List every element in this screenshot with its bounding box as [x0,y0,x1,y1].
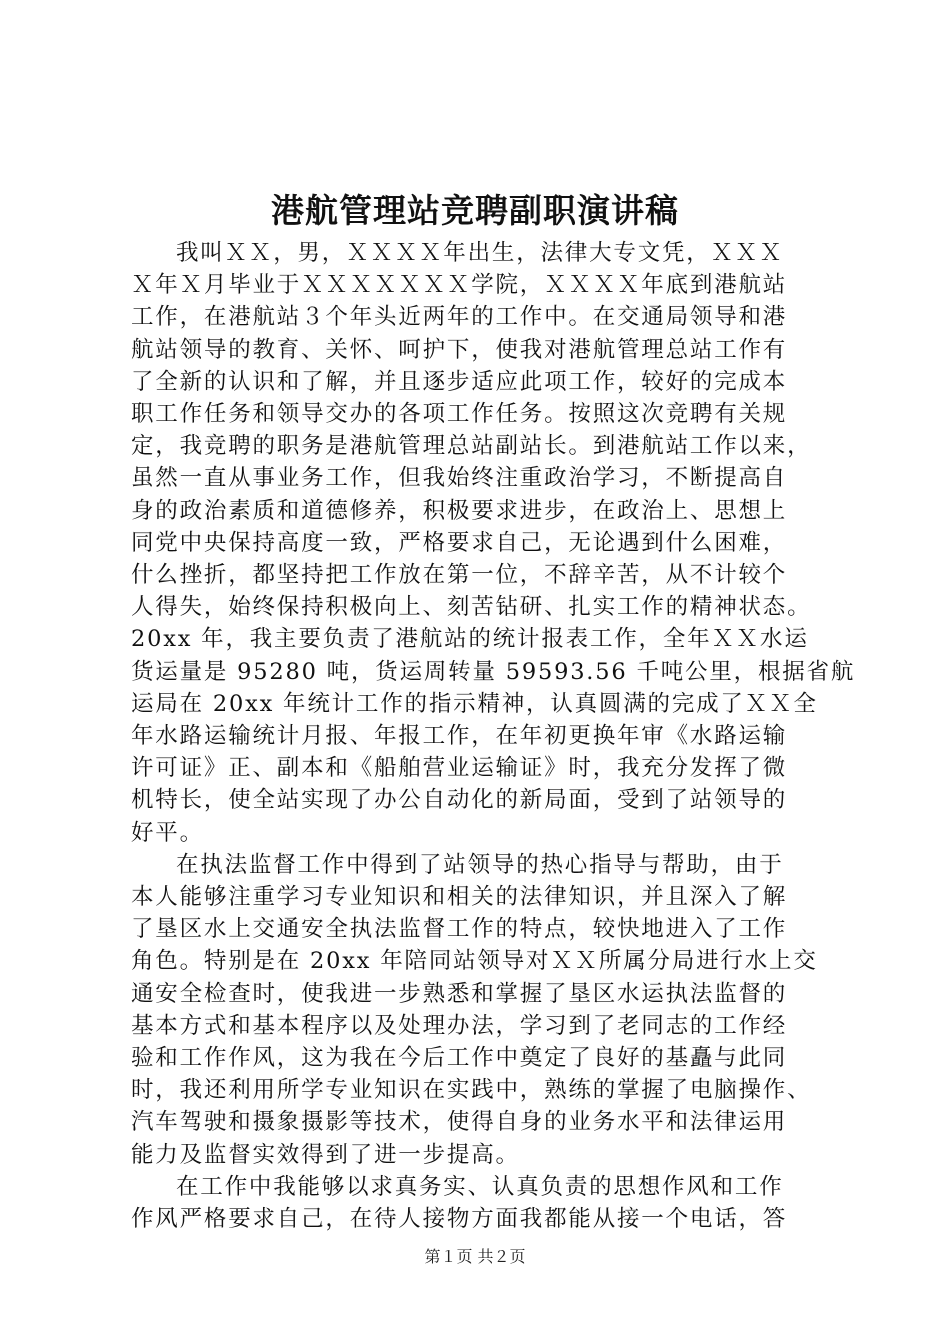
paragraph-line: 能力及监督实效得到了进一步提高。 [131,1141,520,1168]
paragraph-line: 基本方式和基本程序以及处理办法，学习到了老同志的工作经 [131,1012,788,1039]
paragraph-line: 本人能够注重学习专业知识和相关的法律知识，并且深入了解 [131,884,788,911]
document-body [131,237,856,1235]
paragraph-line: 同党中央保持高度一致，严格要求自己，无论遇到什么困难， [131,529,788,556]
paragraph-line: 什么挫折，都坚持把工作放在第一位，不辞辛苦，从不计较个 [131,562,788,589]
paragraph-line: 年水路运输统计月报、年报工作，在年初更换年审《水路运输 [131,723,788,750]
paragraph-line: Ｘ年Ｘ月毕业于ＸＸＸＸＸＸＸ学院，ＸＸＸＸ年底到港航站 [131,272,788,299]
body-paragraph [131,1171,831,1235]
document-title: 港航管理站竞聘副职演讲稿 [271,191,679,230]
paragraph-line: 在执法监督工作中得到了站领导的热心指导与帮助，由于 [176,851,784,878]
paragraph-line: 20xx 年，我主要负责了港航站的统计报表工作，全年ＸＸ水运 [131,626,809,653]
paragraph-line: 许可证》正、副本和《船舶营业运输证》时，我充分发挥了微 [131,755,788,782]
paragraph-line: 我叫ＸＸ，男，ＸＸＸＸ年出生，法律大专文凭，ＸＸＸ [176,240,784,266]
paragraph-line: 定，我竞聘的职务是港航管理总站副站长。到港航站工作以来， [131,433,812,460]
paragraph-line: 职工作任务和领导交办的各项工作任务。按照这次竞聘有关规 [131,401,788,428]
body-paragraph [131,849,831,1171]
paragraph-line: 好平。 [131,819,204,846]
paragraph-line: 了全新的认识和了解，并且逐步适应此项工作，较好的完成本 [131,368,788,395]
page-number-footer: 第１页 共２页 [424,1247,526,1266]
paragraph-line: 虽然一直从事业务工作，但我始终注重政治学习，不断提高自 [131,465,788,492]
paragraph-line: 在工作中我能够以求真务实、认真负责的思想作风和工作 [176,1173,784,1200]
paragraph-line: 人得失，始终保持积极向上、刻苦钻研、扎实工作的精神状态。 [131,594,812,621]
paragraph-line: 货运量是 95280 吨，货运周转量 59593.56 千吨公里，根据省航 [131,658,856,685]
paragraph-line: 机特长，使全站实现了办公自动化的新局面，受到了站领导的 [131,787,788,814]
paragraph-line: 汽车驾驶和摄象摄影等技术，使得自身的业务水平和法律运用 [131,1109,788,1136]
paragraph-line: 作风严格要求自己，在待人接物方面我都能从接一个电话，答 [131,1206,788,1233]
paragraph-line: 角色。特别是在 20xx 年陪同站领导对ＸＸ所属分局进行水上交 [131,948,818,975]
paragraph-line: 验和工作作风，这为我在今后工作中奠定了良好的基矗与此同 [131,1045,788,1072]
paragraph-line: 了垦区水上交通安全执法监督工作的特点，较快地进入了工作 [131,916,788,943]
paragraph-line: 运局在 20xx 年统计工作的指示精神，认真圆满的完成了ＸＸ全 [131,690,818,717]
paragraph-line: 身的政治素质和道德修养，积极要求进步，在政治上、思想上 [131,497,788,524]
paragraph-line: 航站领导的教育、关怀、呵护下，使我对港航管理总站工作有 [131,336,788,363]
paragraph-line: 通安全检查时，使我进一步熟悉和掌握了垦区水运执法监督的 [131,980,788,1007]
paragraph-line: 工作，在港航站３个年头近两年的工作中。在交通局领导和港 [131,304,788,331]
paragraph-line: 时，我还利用所学专业知识在实践中，熟练的掌握了电脑操作、 [131,1077,812,1104]
body-paragraph [131,237,856,849]
